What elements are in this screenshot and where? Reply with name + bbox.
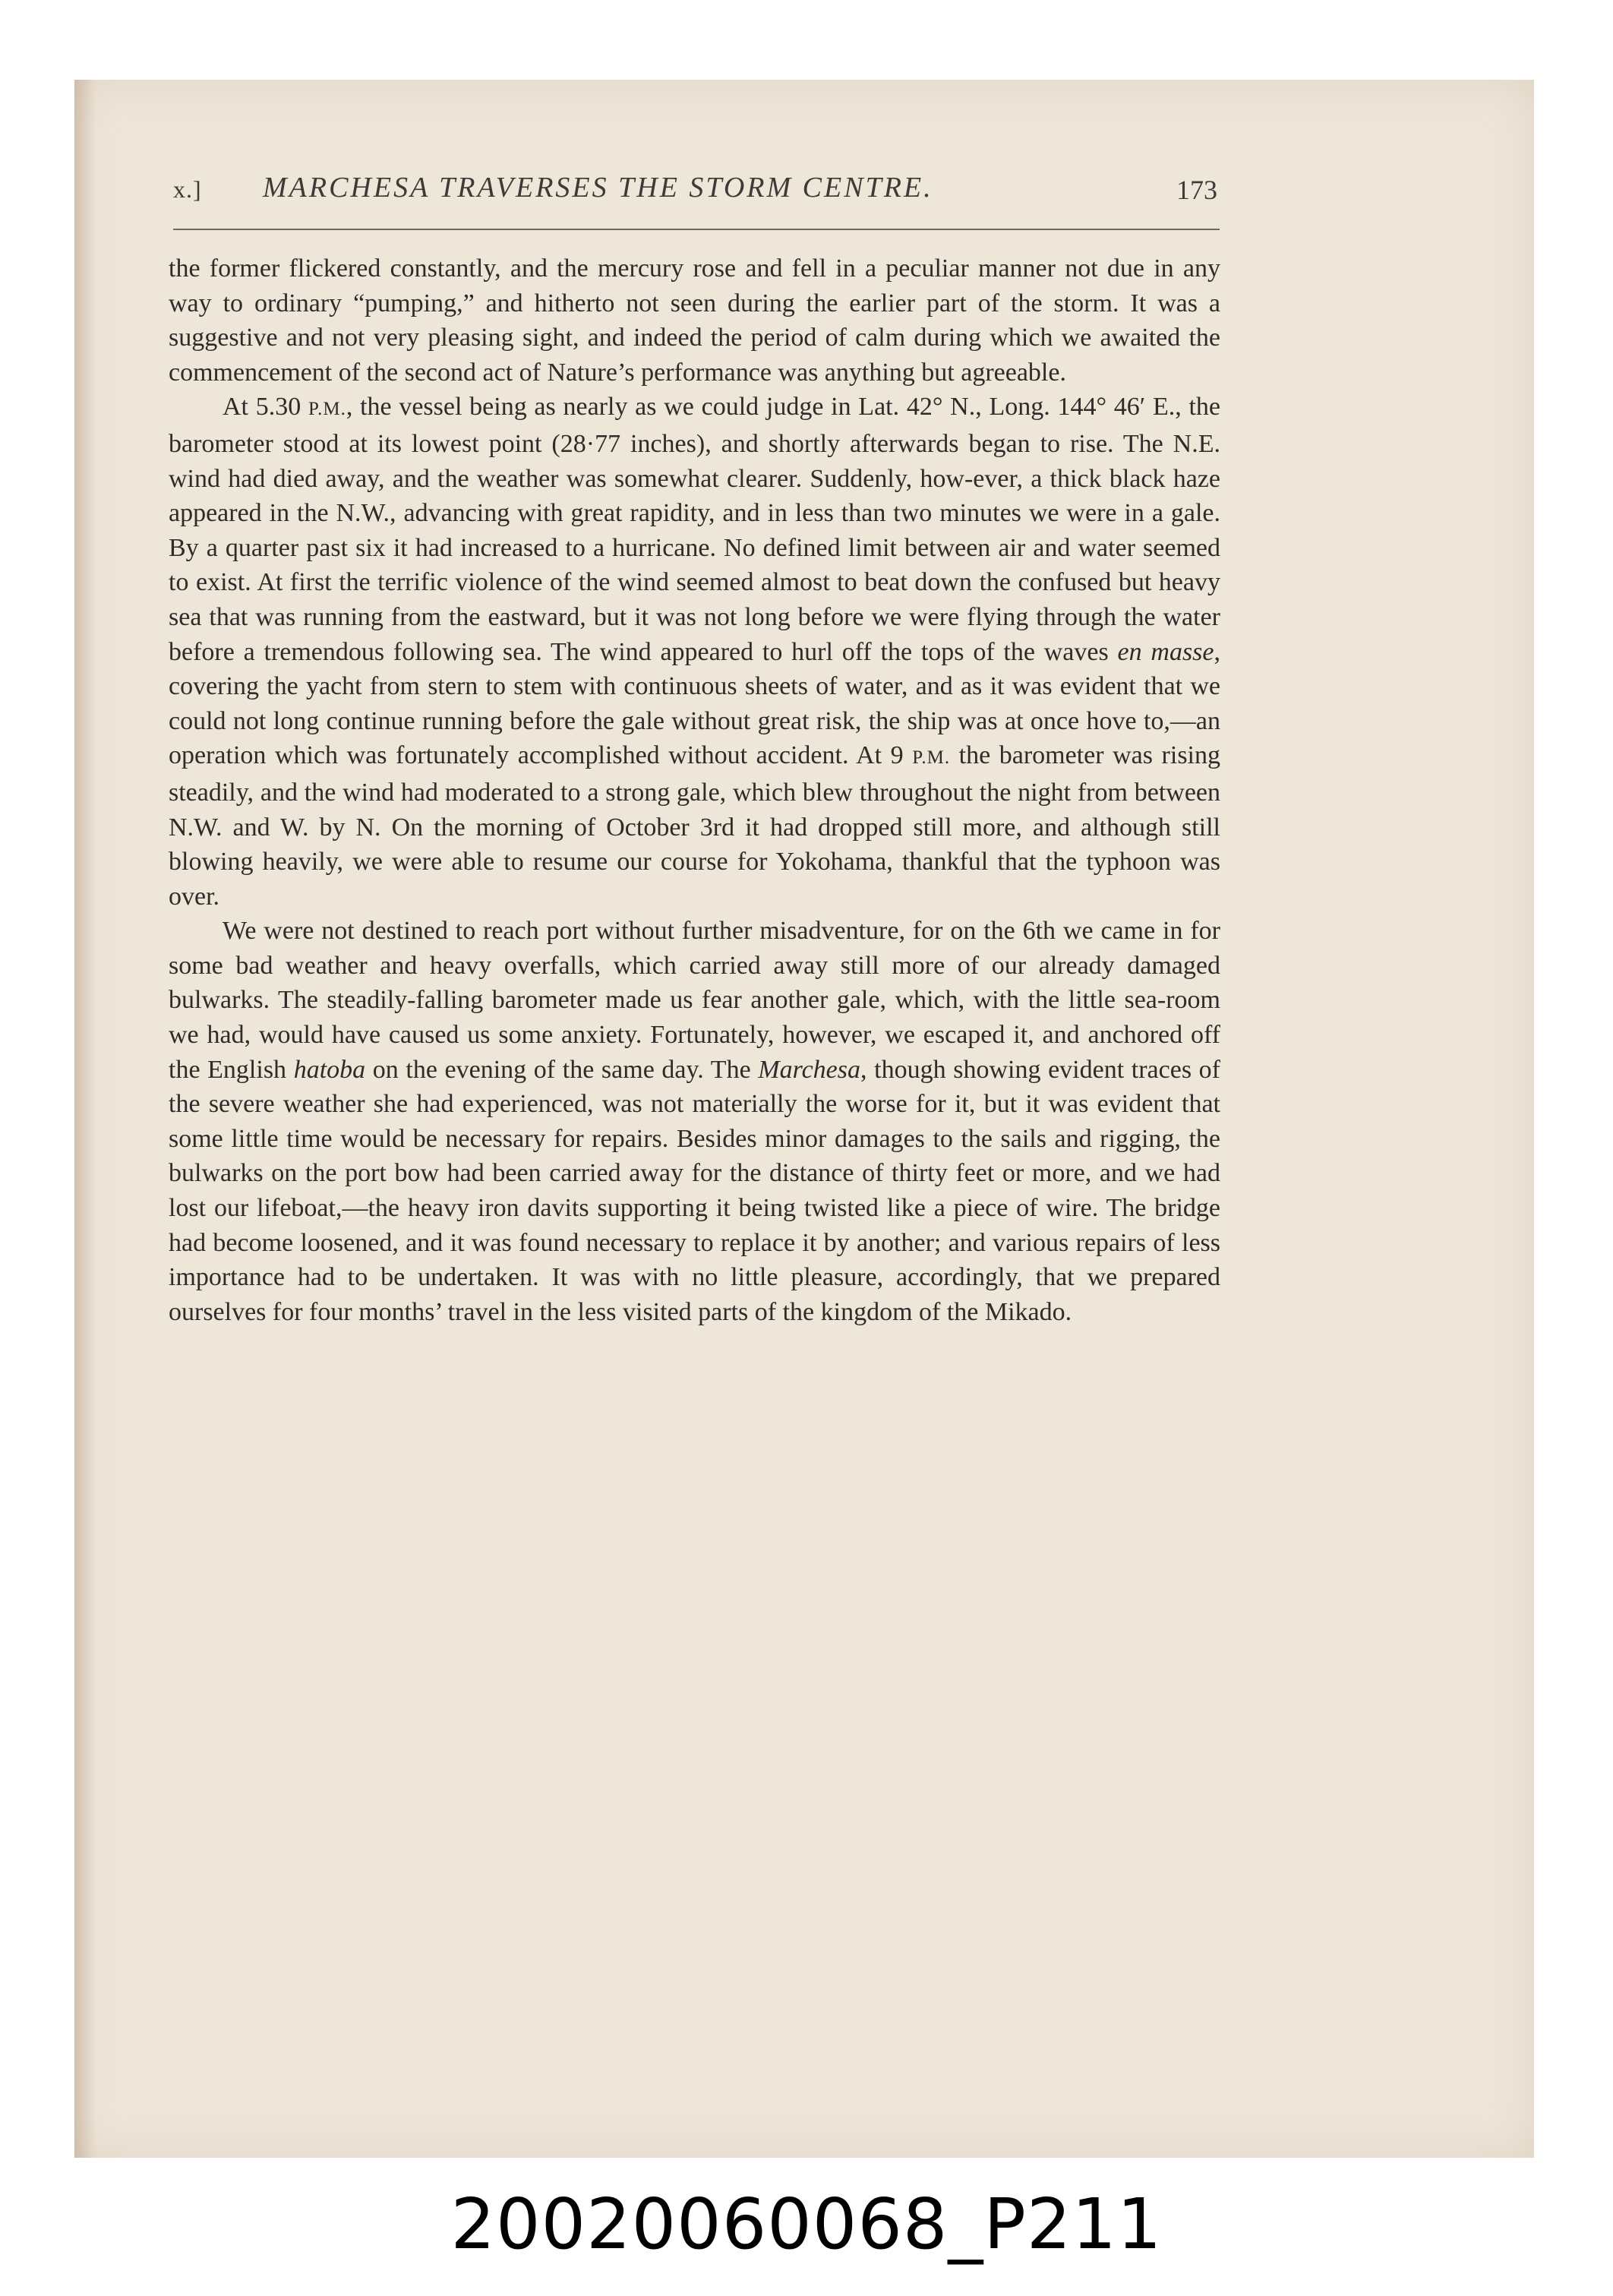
paragraph-3 [169,914,1220,1329]
paragraph-text: , covering the yacht from stern to stem with continuous sheets of water, and as it was evident that we could not long continue running before the gale without great risk, the ship was at once hove to,—an operation which was fortunately accomplished without accident. At 9 [169,637,1221,770]
paragraph-text: on the evening of the same day. The [365,1055,759,1084]
italic-word: hatoba [293,1055,366,1084]
paragraph-text: We were not destined to reach port without further misadventure, for on the 6th we came in for some bad weather and heavy overfalls, which carried away still more of our already damaged bulwarks. The steadily-falling barometer made us fear another gale, which, with the little sea-room we had, would have caused us some anxiety. Fortunately, however, we escaped it, and anchored off the English [169,917,1220,1084]
running-title: MARCHESA TRAVERSES THE STORM CENTRE. [263,172,933,204]
chapter-number: x.] [173,175,202,203]
paragraph-text: the barometer was rising steadily, and the wind had moderated to a strong gale, which blew throughout the night from between N.W. and W. by N. On the morning of October 3rd it had dropped still more, and although still blowing heavily, we were able to resume our course for Yokohama, thankful that the typhoon was over. [169,741,1220,911]
header-rule [173,229,1220,230]
running-header [173,171,1217,209]
image-id-caption: 20020060068_P211 [450,2184,1163,2265]
paragraph-text: At 5.30 [223,393,308,422]
time-abbreviation: P.M. [308,399,346,420]
page-number: 173 [1176,175,1217,205]
ship-name: Marchesa [758,1055,861,1084]
paragraph-text: , the vessel being as nearly as we could judge in Lat. 42° N., Long. 144° 46′ E., the barometer stood at its lowest point (28·77 inches), and shortly afterwards began to rise. The N.E. wind had died away, and the weather was somewhat clearer. Suddenly, how-ever, a thick black haze appeared in the N.W., advancing with great rapidity, and in less than two minutes we were in a gale. By a quarter past six it had increased to a hurricane. No defined limit between air and water seemed to exist. At first the terrific violence of the wind seemed almost to beat down the confused but heavy sea that was running from the eastward, but it was not long before we were flying through the water before a tremendous following sea. The wind appeared to hurl off the tops of the waves [169,393,1220,666]
paragraph-1 [169,251,1220,390]
body-text [169,251,1220,1329]
time-abbreviation: P.M. [912,747,951,769]
paragraph-2 [169,390,1220,914]
italic-phrase: en masse [1117,637,1214,666]
paragraph-text: , though showing evident traces of the severe weather she had experienced, was not materially the worse for it, but it was evident that some little time would be necessary for repairs. Besides minor damages to the sails and rigging, the bulwarks on the port bow had been carried away for the distance of thirty feet or more, and we had lost our lifeboat,—the heavy iron davits supporting it being twisted like a piece of wire. The bridge had become loosened, and it was found necessary to replace it by another; and various repairs of less importance had to be undertaken. It was with no little pleasure, accordingly, that we prepared ourselves for four months’ travel in the less visited parts of the kingdom of the Mikado. [169,1055,1220,1326]
paragraph-text: the former flickered constantly, and the mercury rose and fell in a peculiar manner not due in any way to ordinary “pumping,” and hitherto not seen during the earlier part of the storm. It was a suggestive and not very pleasing sight, and indeed the period of calm during which we awaited the commencement of the second act of Nature’s performance was anything but agreeable. [169,254,1220,387]
